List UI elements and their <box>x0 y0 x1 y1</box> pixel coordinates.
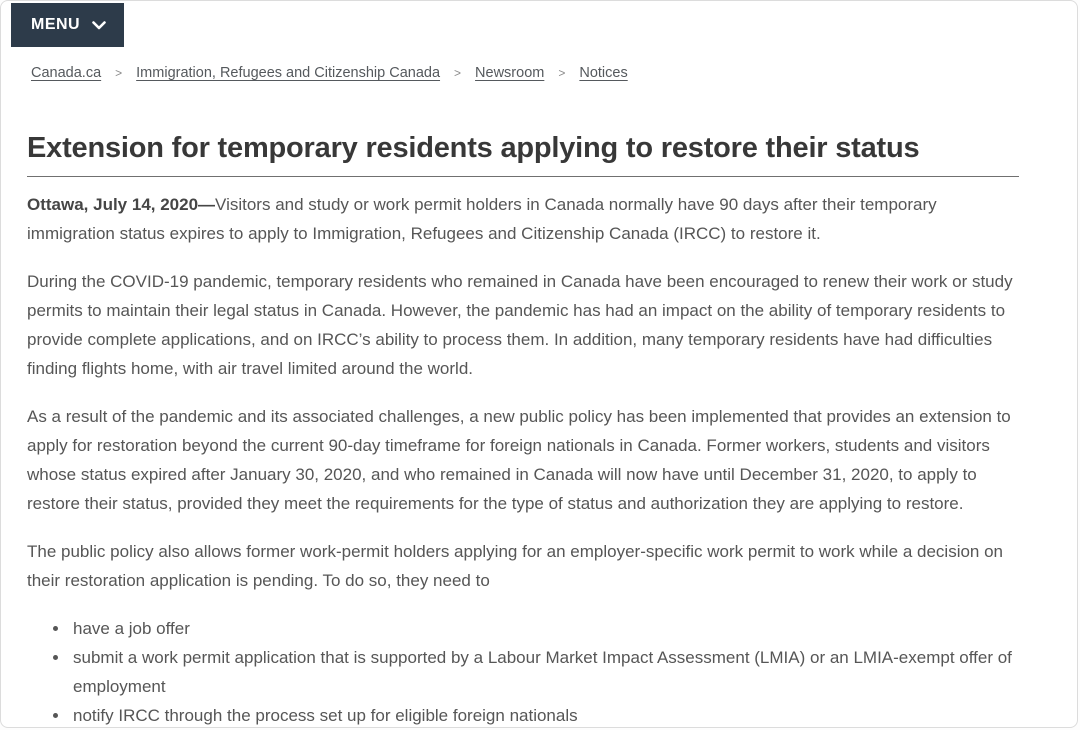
requirements-list <box>70 614 1019 728</box>
menu-button-label: MENU <box>31 16 81 33</box>
lead-paragraph <box>27 190 1019 248</box>
list-item: • submit a work permit application that is supported by a Labour Market Impact Assessment (LMIA) or an LMIA-exempt offer of employment <box>70 643 1019 701</box>
paragraph-public-policy: As a result of the pandemic and its associated challenges, a new public policy has been implemented that provides an extension to apply for restoration beyond the current 90-day timeframe for foreign nationals in Canada. Former workers, students and visitors whose status expired after January 30, 2020, and who remained in Canada will now have until December 31, 2020, to apply to restore their status, provided they meet the requirements for the type of status and authorization they are applying to restore. <box>27 406 1011 513</box>
list-item: • notify IRCC through the process set up for eligible foreign nationals <box>70 701 1019 728</box>
dateline: Ottawa, July 14, 2020— <box>27 194 216 214</box>
paragraph-work-permit: The public policy also allows former work-permit holders applying for an employer-specific work permit to work while a decision on their restoration application is pending. To do so, they need to <box>27 541 1004 590</box>
lead-paragraph-text: Visitors and study or work permit holders in Canada normally have 90 days after their temporary immigration status expires to apply to Immigration, Refugees and Citizenship Canada (IRCC) to restore it. <box>27 194 937 243</box>
breadcrumb-separator: > <box>454 66 462 80</box>
article <box>27 131 1019 728</box>
page-title: Extension for temporary residents applying to restore their status <box>27 131 1019 177</box>
paragraph-covid-impact: During the COVID-19 pandemic, temporary residents who remained in Canada have been encouraged to renew their work or study permits to maintain their legal status in Canada. However, the pandemic has had an impact on the ability of temporary residents to provide complete applications, and on IRCC’s ability to process them. In addition, many temporary residents have had difficulties finding flights home, with air travel limited around the world. <box>27 271 1013 378</box>
breadcrumb-separator: > <box>558 66 566 80</box>
menu-button[interactable] <box>11 3 124 47</box>
breadcrumb-link-canada-ca[interactable]: Canada.ca <box>31 65 102 81</box>
breadcrumb-link-notices[interactable]: Notices <box>579 65 628 81</box>
breadcrumb-link-newsroom[interactable]: Newsroom <box>475 65 545 81</box>
list-item: • have a job offer <box>70 614 1019 643</box>
chevron-down-icon <box>92 21 106 30</box>
breadcrumb-link-ircc[interactable]: Immigration, Refugees and Citizenship Canada <box>136 65 441 81</box>
breadcrumb-separator: > <box>115 66 123 80</box>
breadcrumb <box>31 65 628 81</box>
